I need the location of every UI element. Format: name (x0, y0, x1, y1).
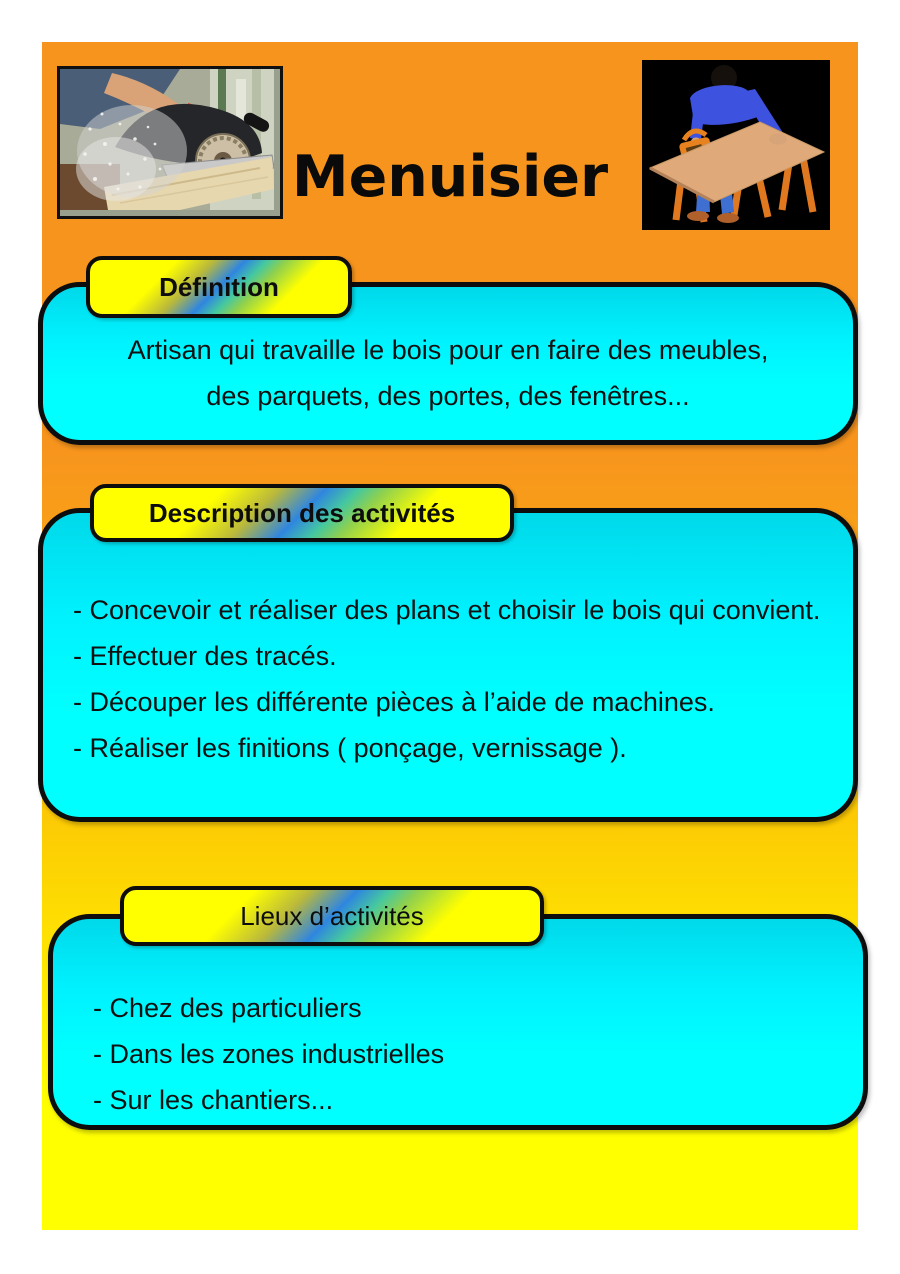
activity-line: - Réaliser les finitions ( ponçage, vernissage ). (73, 733, 627, 763)
carpenter-clipart-drawing (642, 60, 830, 230)
activity-line: - Effectuer des tracés. (73, 641, 337, 671)
tab-description-activites (90, 484, 514, 542)
page-title: Menuisier (291, 144, 609, 211)
circular-saw-photo-drawing (60, 69, 274, 210)
lieu-line: - Chez des particuliers (93, 993, 362, 1023)
lieu-line: - Sur les chantiers... (93, 1085, 334, 1115)
tab-lieux-activites-label: Lieux d’activités (240, 900, 424, 931)
lieu-line: - Dans les zones industrielles (93, 1039, 445, 1069)
description-activites-box (38, 508, 858, 822)
lieux-activites-box (48, 914, 868, 1130)
tab-definition (86, 256, 352, 318)
definition-line: Artisan qui travaille le bois pour en faire des meubles, (127, 335, 769, 365)
carpenter-clipart (642, 60, 830, 230)
definition-line: des parquets, des portes, des fenêtres... (206, 381, 690, 411)
description-activites-text (43, 513, 853, 771)
tab-lieux-activites (120, 886, 544, 946)
tab-description-activites-label: Description des activités (148, 497, 456, 528)
lieux-activites-text (53, 919, 863, 1123)
tab-definition-label: Définition (159, 271, 279, 302)
activity-line: - Découper les différente pièces à l’aide de machines. (73, 687, 715, 717)
activity-line: - Concevoir et réaliser des plans et choisir le bois qui convient. (73, 595, 821, 625)
